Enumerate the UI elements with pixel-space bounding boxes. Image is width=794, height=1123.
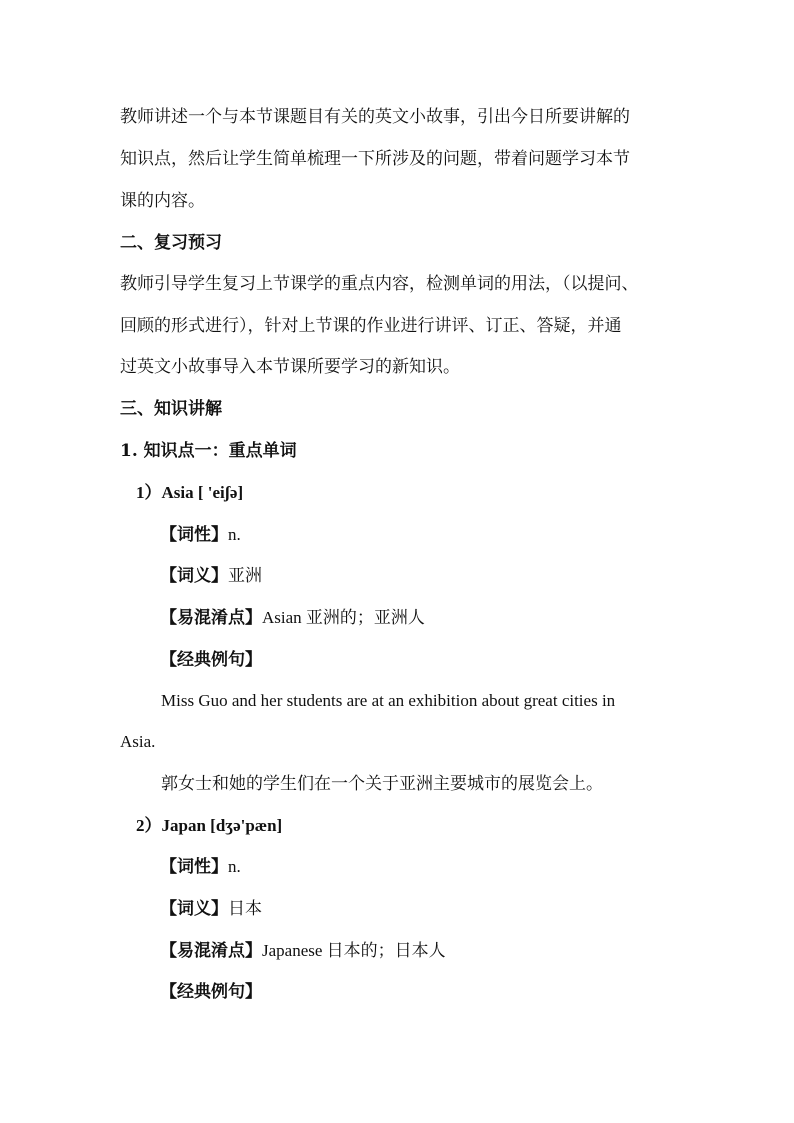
review-line-1: 教师引导学生复习上节课学的重点内容，检测单词的用法，（以提问、 [120,274,639,294]
example-chinese: 郭女士和她的学生们在一个关于亚洲主要城市的展览会上。 [161,774,603,794]
knowledge-point-1-heading: 1. 知识点一：重点单词 [120,441,297,461]
section-heading-review: 二、复习预习 [120,233,222,253]
meaning-value: 亚洲 [228,566,262,586]
meaning-label: 【词义】 [160,899,228,919]
meaning-value: 日本 [228,899,262,919]
word-pos-row [160,856,241,878]
confusable-label: 【易混淆点】 [160,608,262,628]
word-headword-japan: 2）Japan [dʒə'pæn] [136,816,283,835]
word-confusable-row [160,607,425,629]
meaning-label: 【词义】 [160,566,228,586]
intro-line-3: 课的内容。 [120,191,205,211]
pos-label: 【词性】 [160,857,228,877]
word-meaning-row [160,565,262,587]
review-line-3: 过英文小故事导入本节课所要学习的新知识。 [120,357,460,377]
word-pos-row [160,524,241,546]
word-confusable-row [160,940,446,962]
confusable-value: Asian 亚洲的；亚洲人 [262,608,425,627]
example-english-line-1: Miss Guo and her students are at an exhibition about great cities in [161,691,616,710]
confusable-label: 【易混淆点】 [160,941,262,961]
confusable-value: Japanese 日本的；日本人 [262,941,446,960]
review-line-2: 回顾的形式进行），针对上节课的作业进行讲评、订正、答疑，并通 [120,316,622,336]
pos-value: n. [228,525,241,544]
intro-line-1: 教师讲述一个与本节课题目有关的英文小故事，引出今日所要讲解的 [120,107,630,127]
word-headword-asia: 1）Asia [ 'eiʃə] [136,483,244,502]
example-label: 【经典例句】 [160,650,262,670]
intro-line-2: 知识点，然后让学生简单梳理一下所涉及的问题，带着问题学习本节 [120,149,630,169]
example-english-line-2: Asia. [120,732,156,751]
example-label: 【经典例句】 [160,982,262,1002]
word-meaning-row [160,898,262,920]
section-heading-knowledge: 三、知识讲解 [120,399,222,419]
pos-value: n. [228,857,241,876]
pos-label: 【词性】 [160,525,228,545]
